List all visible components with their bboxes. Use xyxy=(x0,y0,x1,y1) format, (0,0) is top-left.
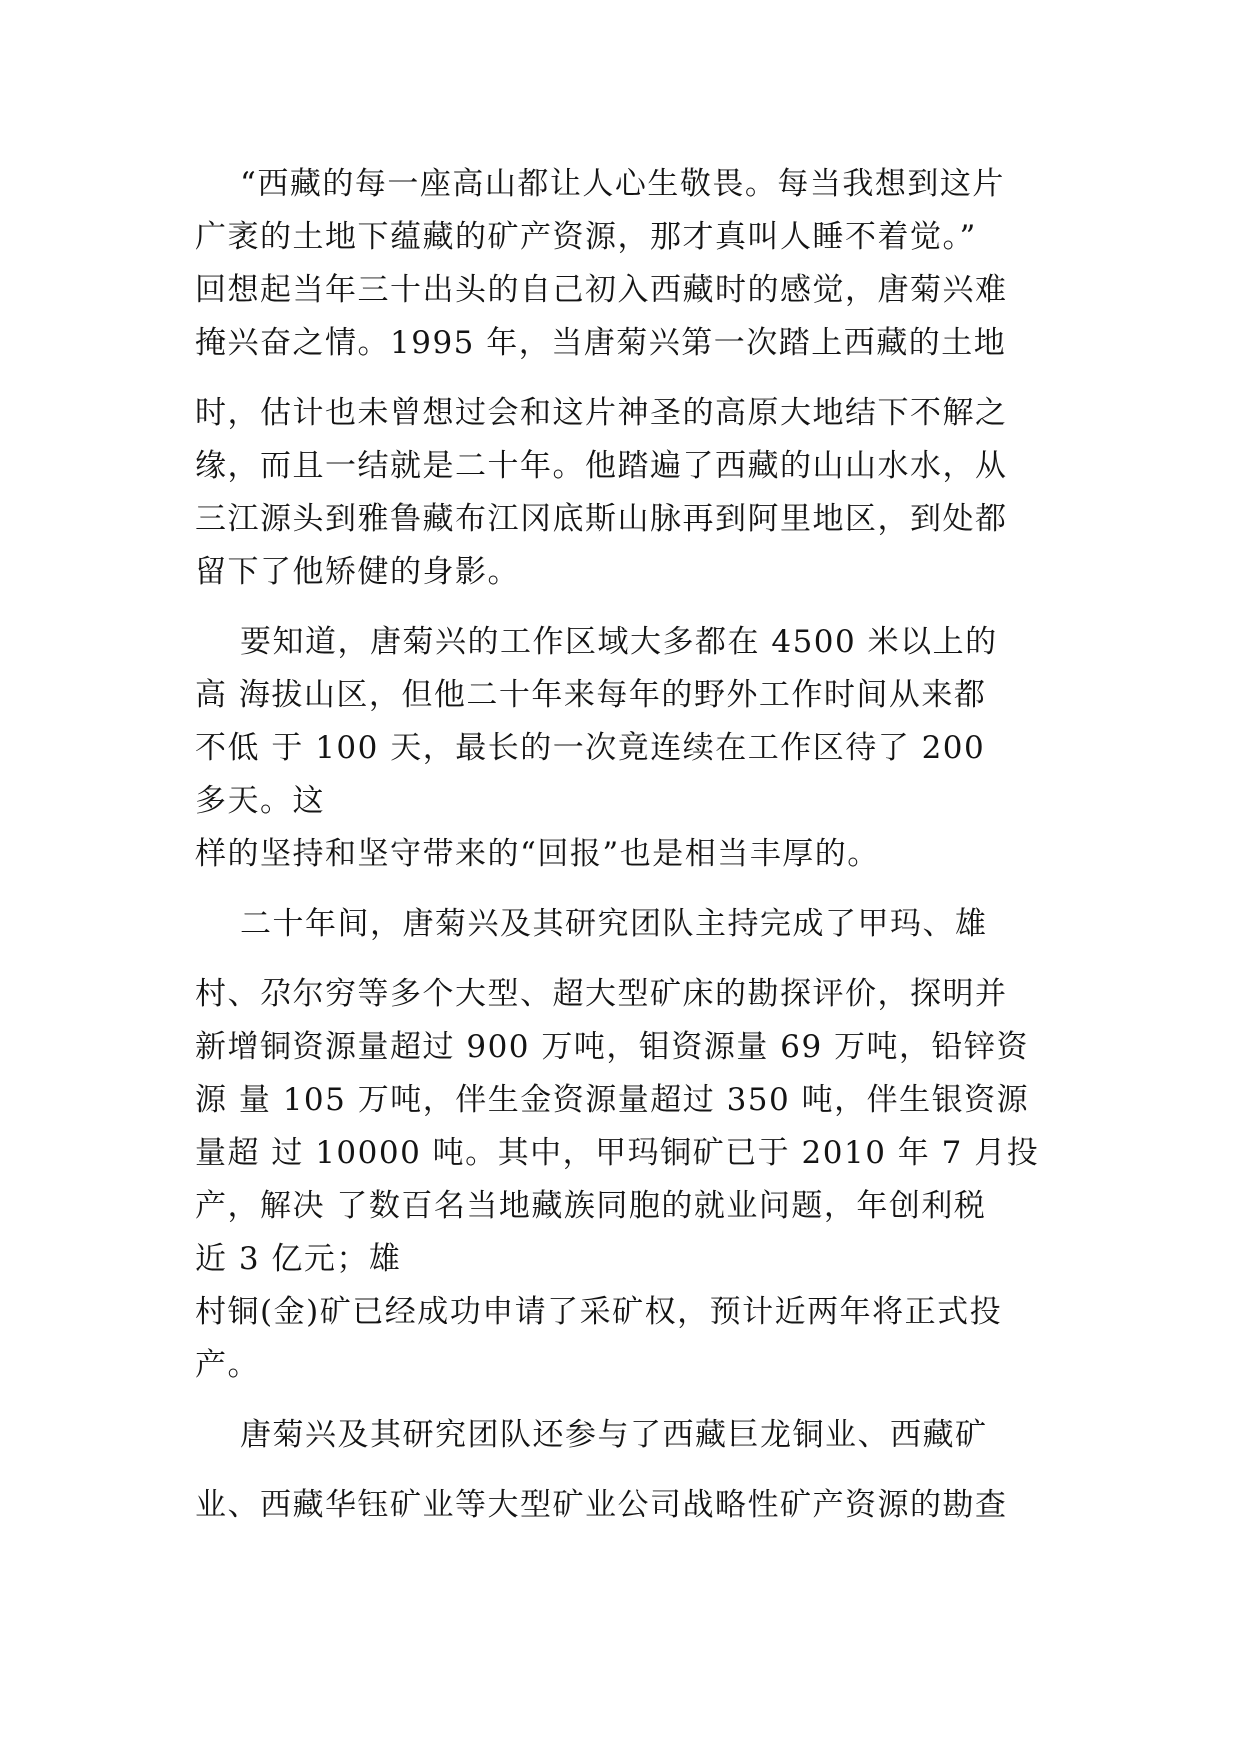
text-line: “西藏的每一座高山都让人心生敬畏。每当我想到这片 xyxy=(240,166,1005,202)
text-line: 源 量 105 万吨，伴生金资源量超过 350 吨，伴生银资源 xyxy=(195,1082,1030,1118)
text-line: 要知道，唐菊兴的工作区域大多都在 4500 米以上的 xyxy=(240,624,998,660)
text-line: 村铜(金)矿已经成功申请了采矿权，预计近两年将正式投 xyxy=(195,1294,1003,1330)
text-line: 近 3 亿元；雄 xyxy=(195,1241,402,1277)
text-line: 三江源头到雅鲁藏布江冈底斯山脉再到阿里地区，到处都 xyxy=(195,501,1008,537)
text-line: 量超 过 10000 吨。其中，甲玛铜矿已于 2010 年 7 月投 xyxy=(195,1135,1040,1171)
text-line: 不低 于 100 天，最长的一次竟连续在工作区待了 200 xyxy=(195,730,986,766)
text-line: 新增铜资源量超过 900 万吨，钼资源量 69 万吨，铅锌资 xyxy=(195,1029,1030,1065)
text-line: 掩兴奋之情。1995 年，当唐菊兴第一次踏上西藏的土地 xyxy=(195,325,1007,361)
text-line: 业、西藏华钰矿业等大型矿业公司战略性矿产资源的勘查 xyxy=(195,1487,1008,1523)
text-line: 产，解决 了数百名当地藏族同胞的就业问题，年创利税 xyxy=(195,1188,987,1224)
text-line: 缘，而且一结就是二十年。他踏遍了西藏的山山水水，从 xyxy=(195,448,1008,484)
text-line: 留下了他矫健的身影。 xyxy=(195,554,520,590)
text-line: 唐菊兴及其研究团队还参与了西藏巨龙铜业、西藏矿 xyxy=(240,1417,988,1453)
text-line: 产。 xyxy=(195,1347,260,1383)
text-line: 二十年间，唐菊兴及其研究团队主持完成了甲玛、雄 xyxy=(240,906,988,942)
text-line: 广袤的土地下蕴藏的矿产资源，那才真叫人睡不着觉。” xyxy=(195,219,977,255)
text-line: 村、尕尔穷等多个大型、超大型矿床的勘探评价，探明并 xyxy=(195,976,1008,1012)
text-line: 时，估计也未曾想过会和这片神圣的高原大地结下不解之 xyxy=(195,395,1008,431)
text-line: 多天。这 xyxy=(195,783,325,819)
text-line: 样的坚持和坚守带来的“回报”也是相当丰厚的。 xyxy=(195,836,880,872)
text-line: 回想起当年三十出头的自己初入西藏时的感觉，唐菊兴难 xyxy=(195,272,1008,308)
text-line: 高 海拔山区，但他二十年来每年的野外工作时间从来都 xyxy=(195,677,987,713)
